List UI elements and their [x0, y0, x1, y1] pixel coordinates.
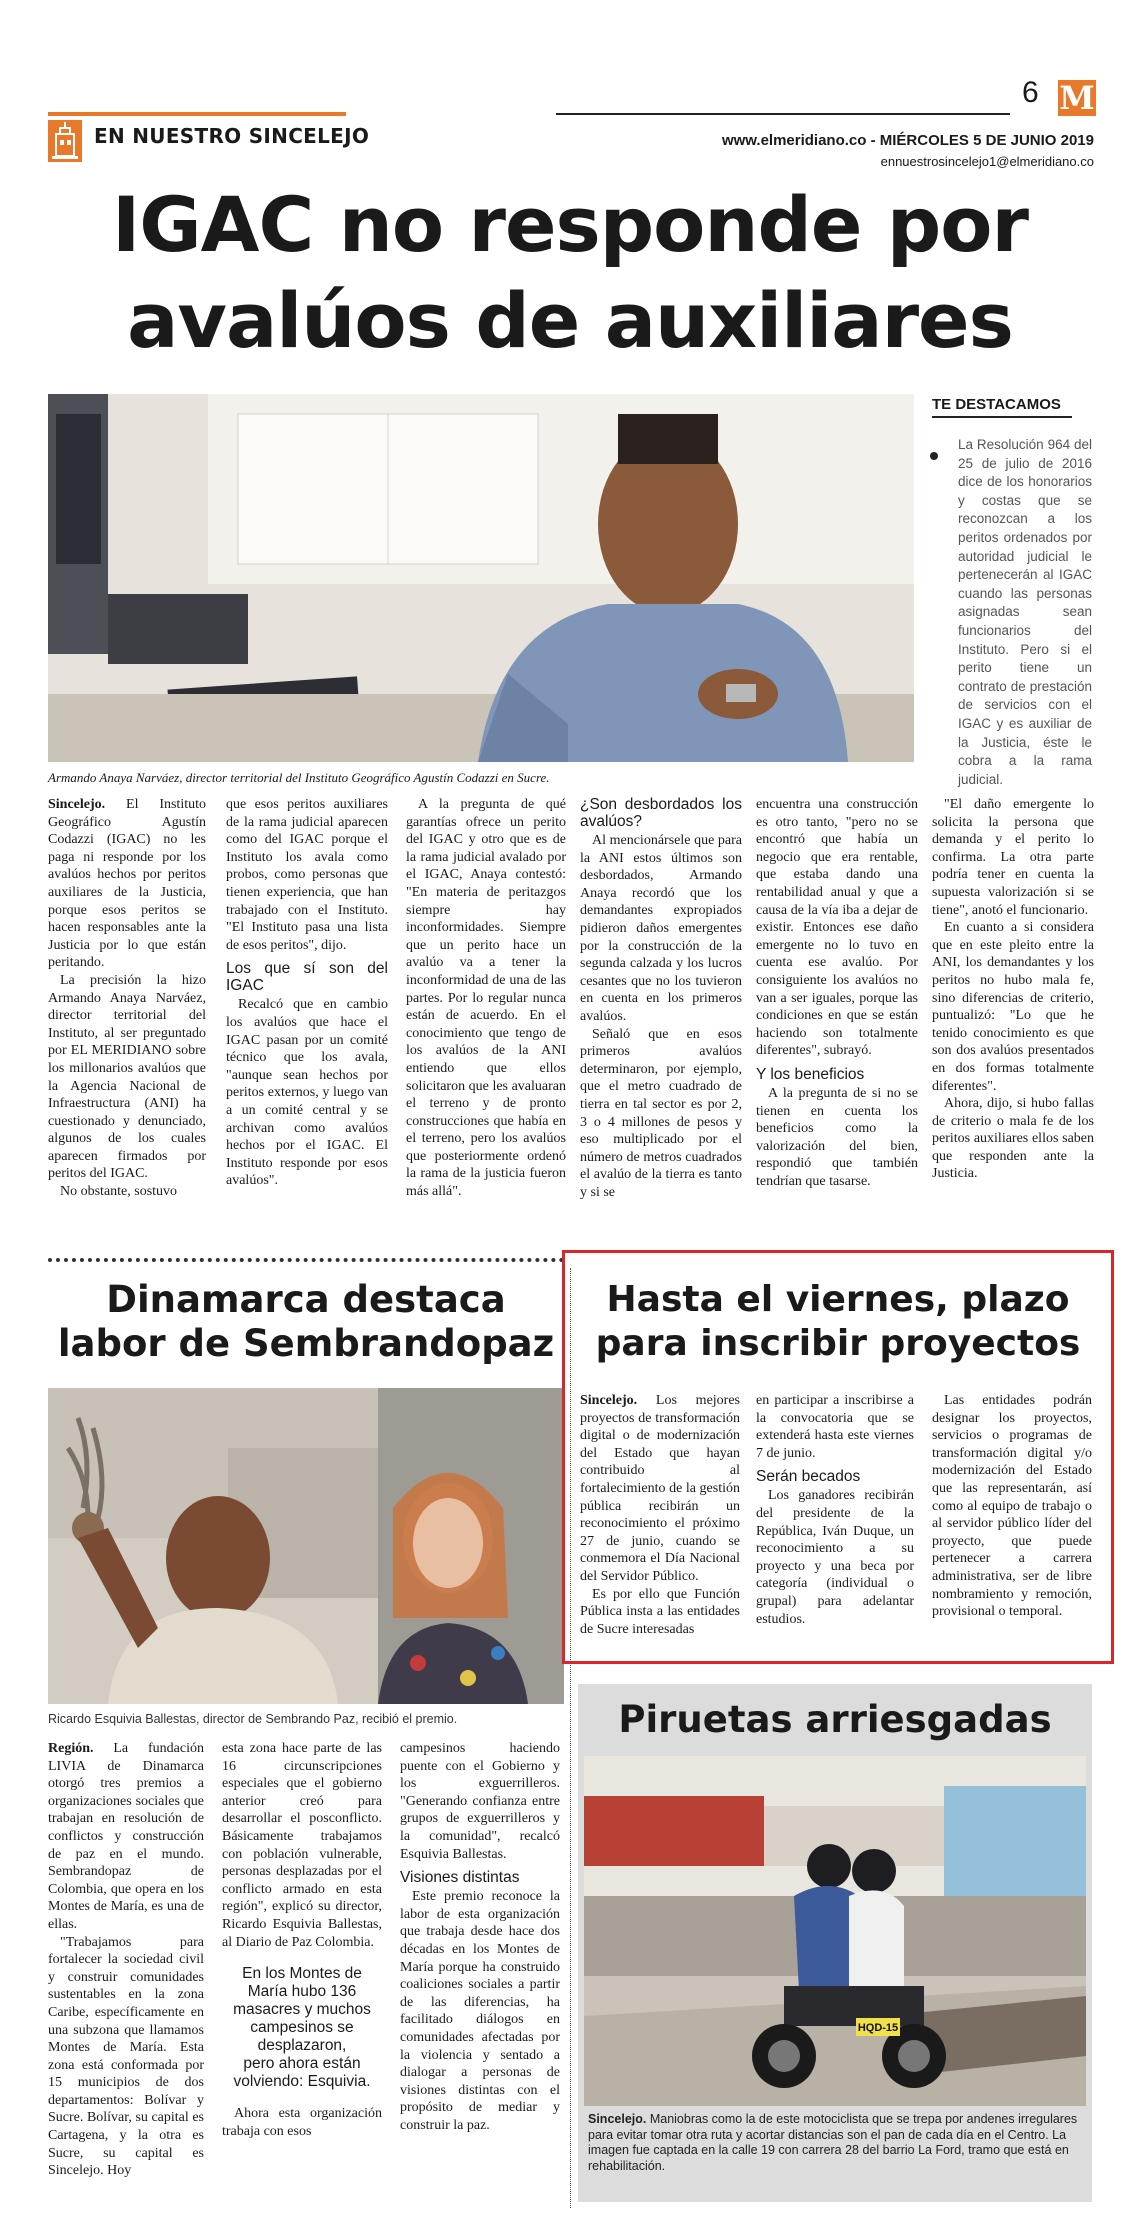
dateline: Sincelejo.: [588, 2112, 647, 2126]
paragraph: A la pregunta de si no se tienen en cuenta los beneficios como la valorización del bien, respondió que también tendrían que tasarse.: [756, 1085, 918, 1189]
pull-quote-line: En los Montes de: [242, 1965, 362, 1983]
paragraph: A la pregunta de qué garantías ofrece un perito del IGAC y otro que es de la rama judicial avalado por el IGAC, Anaya contestó: "En materia de peritazgos siempre hay inconformidades. Siempre que un perito hace un avalúo va a tener la inconformidad de una de las partes. Por lo regular nunca están de acuerdo. En el conocimiento que tengo de los avalúos de la ANI entiendo que ellos solicitaron que les avaluaran el terreno y de pronto construcciones que había en el terreno, pero los avalúos que posteriormente ordenó la rama de la justicia fueron más allá".: [406, 797, 566, 1200]
paragraph: que esos peritos auxiliares de la rama judicial aparecen como del IGAC porque el Instituto los avala como probos, como personas que tienen experiencia, que han trabajado con el Instituto. "El Instituto pasa una lista de esos peritos", dijo.: [226, 797, 388, 953]
pull-quote-line: María hubo 136: [247, 1983, 357, 2001]
dinamarca-col-1: [48, 1740, 204, 2180]
plazo-col-2: [756, 1392, 914, 1628]
sidebar-rule: [932, 416, 1072, 418]
section-icon: [48, 120, 82, 162]
paragraph: El Instituto Geográfico Agustín Codazzi (IGAC) no les paga ni responde por los avalúos hechos por peritos auxiliares de la Justicia, porque esos peritos se hacen responsables ante la Justicia por lo que están peritando.: [48, 797, 206, 971]
header-rule: [556, 113, 1010, 115]
paragraph: La precisión la hizo Armando Anaya Narváez, director territorial del Instituto, al ser preguntado por EL MERIDIANO sobre los millonarios avalúos que la Agencia Nacional de Infraestructura (ANI) ha cuestionado y denunciado, algunos de los cuales aparecen firmados por peritos del IGAC.: [48, 972, 206, 1182]
main-photo-caption: Armando Anaya Narváez, director territorial del Instituto Geográfico Agustín Codazzi en Sucre.: [48, 770, 550, 785]
main-col-6: [932, 796, 1094, 1183]
main-col-5: [756, 796, 918, 1190]
dotted-separator: [48, 1258, 564, 1262]
paragraph: encuentra una construcción es otro tanto, "pero no se encontró que había un negocio que era rentable, que estaba dando una rentabilidad anual y que a causa de la vía iba a dejar de existir. Entonces ese daño emergente no lo tuvo en cuenta ese avalúo. Por consiguiente los avalúos no van a ser iguales, porque las condiciones en que se están haciendo son totalmente diferentes", subrayó.: [756, 797, 918, 1059]
dateline: Sincelejo.: [580, 1393, 638, 1408]
subheading: Serán becados: [756, 1468, 861, 1486]
dinamarca-col-2: [222, 1740, 382, 2140]
headline-line-1: IGAC no responde por: [112, 180, 1028, 269]
pull-quote-line: pero ahora están: [243, 2055, 361, 2073]
subheading: Visiones distintas: [400, 1869, 520, 1887]
page-number: 6: [1022, 76, 1039, 109]
paragraph: La fundación LIVIA de Dinamarca otorgó tres premios a organizaciones sociales que trabajan en resolución de conflictos y construcción de paz en el mundo. Sembrandopaz de Colombia, que opera en los Montes de María, es una de ellas.: [48, 1741, 204, 1932]
headline-line-2: avalúos de auxiliares: [127, 276, 1013, 365]
paragraph: "El daño emergente lo solicita la persona que demanda y el perito lo confirma. La otra parte podría tener en cuenta la supuesta valorización si se tiene", anotó el funcionario.: [932, 797, 1094, 918]
paragraph: No obstante, sostuvo: [60, 1184, 178, 1200]
dinamarca-headline-2: labor de Sembrandopaz: [57, 1322, 555, 1365]
paragraph: esta zona hace parte de las 16 circunscripciones especiales que el gobierno anterior creó para desarrollar el posconflicto. Básicamente trabajamos con población vulnerable, personas desplazadas por el conflicto armado en esta región", explicó su director, Ricardo Esquivia Ballestas, al Diario de Paz Colombia.: [222, 1741, 382, 1950]
paragraph: Ahora, dijo, si hubo fallas de criterio o mala fe de los peritos auxiliares ellos saben que responden ante la Justicia.: [932, 1096, 1094, 1182]
pull-quote-line: desplazaron,: [257, 2037, 347, 2055]
section-rule: [48, 112, 346, 116]
paragraph: "Trabajamos para fortalecer la sociedad civil y construir comunidades sustentables en la zona Caribe, específicamente en una subzona que llamamos Montes de María. Esta zona está conformada por 15 municipios de dos departamentos: Bolívar y Sucre. Bolívar, su capital es Cartagena, y la otra es Sucre, su capital es Sincelejo. Hoy: [48, 1934, 204, 2179]
plazo-col-1: [580, 1392, 740, 1638]
main-col-3: [406, 796, 566, 1201]
paragraph: en participar a inscribirse a la convocatoria que se extenderá hasta este viernes 7 de junio.: [756, 1393, 914, 1461]
main-col-2: [226, 796, 388, 1190]
main-photo: [48, 394, 914, 762]
plazo-headline-2: para inscribir proyectos: [595, 1323, 1081, 1364]
email: ennuestrosincelejo1@elmeridiano.co: [880, 154, 1094, 169]
paragraph: Al mencionársele que para la ANI estos últimos son desbordados, Armando Anaya recordó que los demandantes expropiados pidieron daños emergentes por la construcción de la segunda calzada y los lucros cesantes que no los tuvieron en cuenta en los primeros avalúos.: [580, 833, 742, 1024]
paragraph: Las entidades podrán designar los proyectos, servicios o programas de transformación digital y/o modernización del Estado que las representarán, así como al equipo de trabajo o al servidor público líder del proyecto, que puede pertenecer a carrera administrativa, ser de libre nombramiento y remoción, provisional o temporal.: [932, 1393, 1092, 1620]
pull-quote-line: masacres y muchos: [233, 2001, 371, 2019]
piruetas-photo: [584, 1756, 1086, 2106]
paragraph: campesinos haciendo puente con el Gobierno y los exguerrilleros. "Generando confianza entre grupos de exguerrilleros y la comunidad", recalcó Esquivia Ballestas.: [400, 1741, 560, 1862]
paragraph: Los mejores proyectos de transformación digital o de modernización del Estado que hayan contribuido al fortalecimiento de la gestión pública recibirán un reconocimiento el próximo 27 de junio, cuando se conmemora el Día Nacional del Servidor Público.: [580, 1393, 740, 1584]
paragraph: Recalcó que en cambio los avalúos que hace el IGAC pasan por un comité técnico que los avala, "aunque sean hechos por peritos externos, y luego van a un comité central y se archivan como avalúos hechos por el IGAC. El Instituto responde por esos avalúos".: [226, 997, 388, 1189]
dinamarca-caption: Ricardo Esquivia Ballestas, director de Sembrando Paz, recibió el premio.: [48, 1712, 458, 1726]
piruetas-caption: [588, 2112, 1082, 2174]
sidebar-title: TE DESTACAMOS: [932, 396, 1061, 413]
paragraph: Señaló que en esos primeros avalúos determinaron, por ejemplo, que el metro cuadrado de tierra en tal sector es por 2, 3 o 4 millones de pesos y eso multiplicado por el número de metros cuadrados el avalúo de la tierra es tanto y si se: [580, 1026, 742, 1200]
subheading: ¿Son desbordados los avalúos?: [580, 796, 742, 830]
subheading: Y los beneficios: [756, 1065, 865, 1083]
pull-quote: [222, 1965, 382, 2091]
subheading: Los que sí son del IGAC: [226, 960, 388, 995]
dinamarca-col-3: [400, 1740, 560, 2134]
pull-quote-line: campesinos se: [250, 2019, 354, 2037]
pull-quote-line: volviendo: Esquivia.: [233, 2073, 371, 2091]
site-date: www.elmeridiano.co - MIÉRCOLES 5 DE JUNIO 2019: [721, 132, 1094, 149]
main-col-1: [48, 796, 206, 1201]
paragraph: Este premio reconoce la labor de esta organización que trabaja desde hace dos décadas en los Montes de María porque ha construido coaliciones sociales a partir de las diferencias, ha facilitado diálogos en comunidades afectadas por la violencia y sentado a dialogar a personas de visiones distintas con el propósito de mediar y construir la paz.: [400, 1889, 560, 2133]
main-col-4: [580, 796, 742, 1201]
paragraph: Ahora esta organización trabaja con esos: [222, 2106, 382, 2139]
license-plate: HQD-15: [857, 2022, 899, 2034]
dateline: Región.: [48, 1741, 94, 1756]
sidebar-text: La Resolución 964 del 25 de julio de 2016 dice de los honorarios y costas que se reconozcan a los peritos ordenados por autoridad judicial le pertenecerán al IGAC cuando las personas asignadas sean funcionarios del Instituto. Pero si el perito tiene un contrato de prestación de servicios con el IGAC y es auxiliar de la Justicia, éste le cobra a la rama judicial.: [958, 437, 1092, 787]
paragraph: Los ganadores recibirán del presidente de la República, Iván Duque, un reconocimiento a su proyecto y una beca por categoría (individual o grupal) para adelantar estudios.: [756, 1488, 914, 1627]
plazo-col-3: [932, 1392, 1092, 1621]
dateline: Sincelejo.: [48, 797, 106, 812]
caption-text: Maniobras como la de este motociclista que se trepa por andenes irregulares para evitar tomar otra ruta y acortar distancias son el pan de cada día en el Centro. La imagen fue captada en la calle 19 con carrera 28 del barrio La Ford, tramo que está en rehabilitación.: [588, 2112, 1078, 2173]
section-title: EN NUESTRO SINCELEJO: [94, 124, 370, 148]
paragraph: Es por ello que Función Pública insta a las entidades de Sucre interesadas: [580, 1586, 740, 1637]
dinamarca-headline-1: Dinamarca destaca: [106, 1278, 506, 1321]
piruetas-headline: Piruetas arriesgadas: [618, 1698, 1052, 1741]
plazo-headline-1: Hasta el viernes, plazo: [606, 1279, 1070, 1320]
bullet-icon: [930, 452, 938, 460]
logo: M: [1059, 79, 1095, 117]
dinamarca-photo: [48, 1388, 564, 1704]
paragraph: En cuanto a si considera que en este pleito entre la ANI, los demandantes y los peritos no hubo mala fe, sino diferencias de criterio, puntualizó: "Lo que he tenido conocimiento es que son dos avalúos presentados en dos formas totalmente diferentes".: [932, 920, 1094, 1094]
